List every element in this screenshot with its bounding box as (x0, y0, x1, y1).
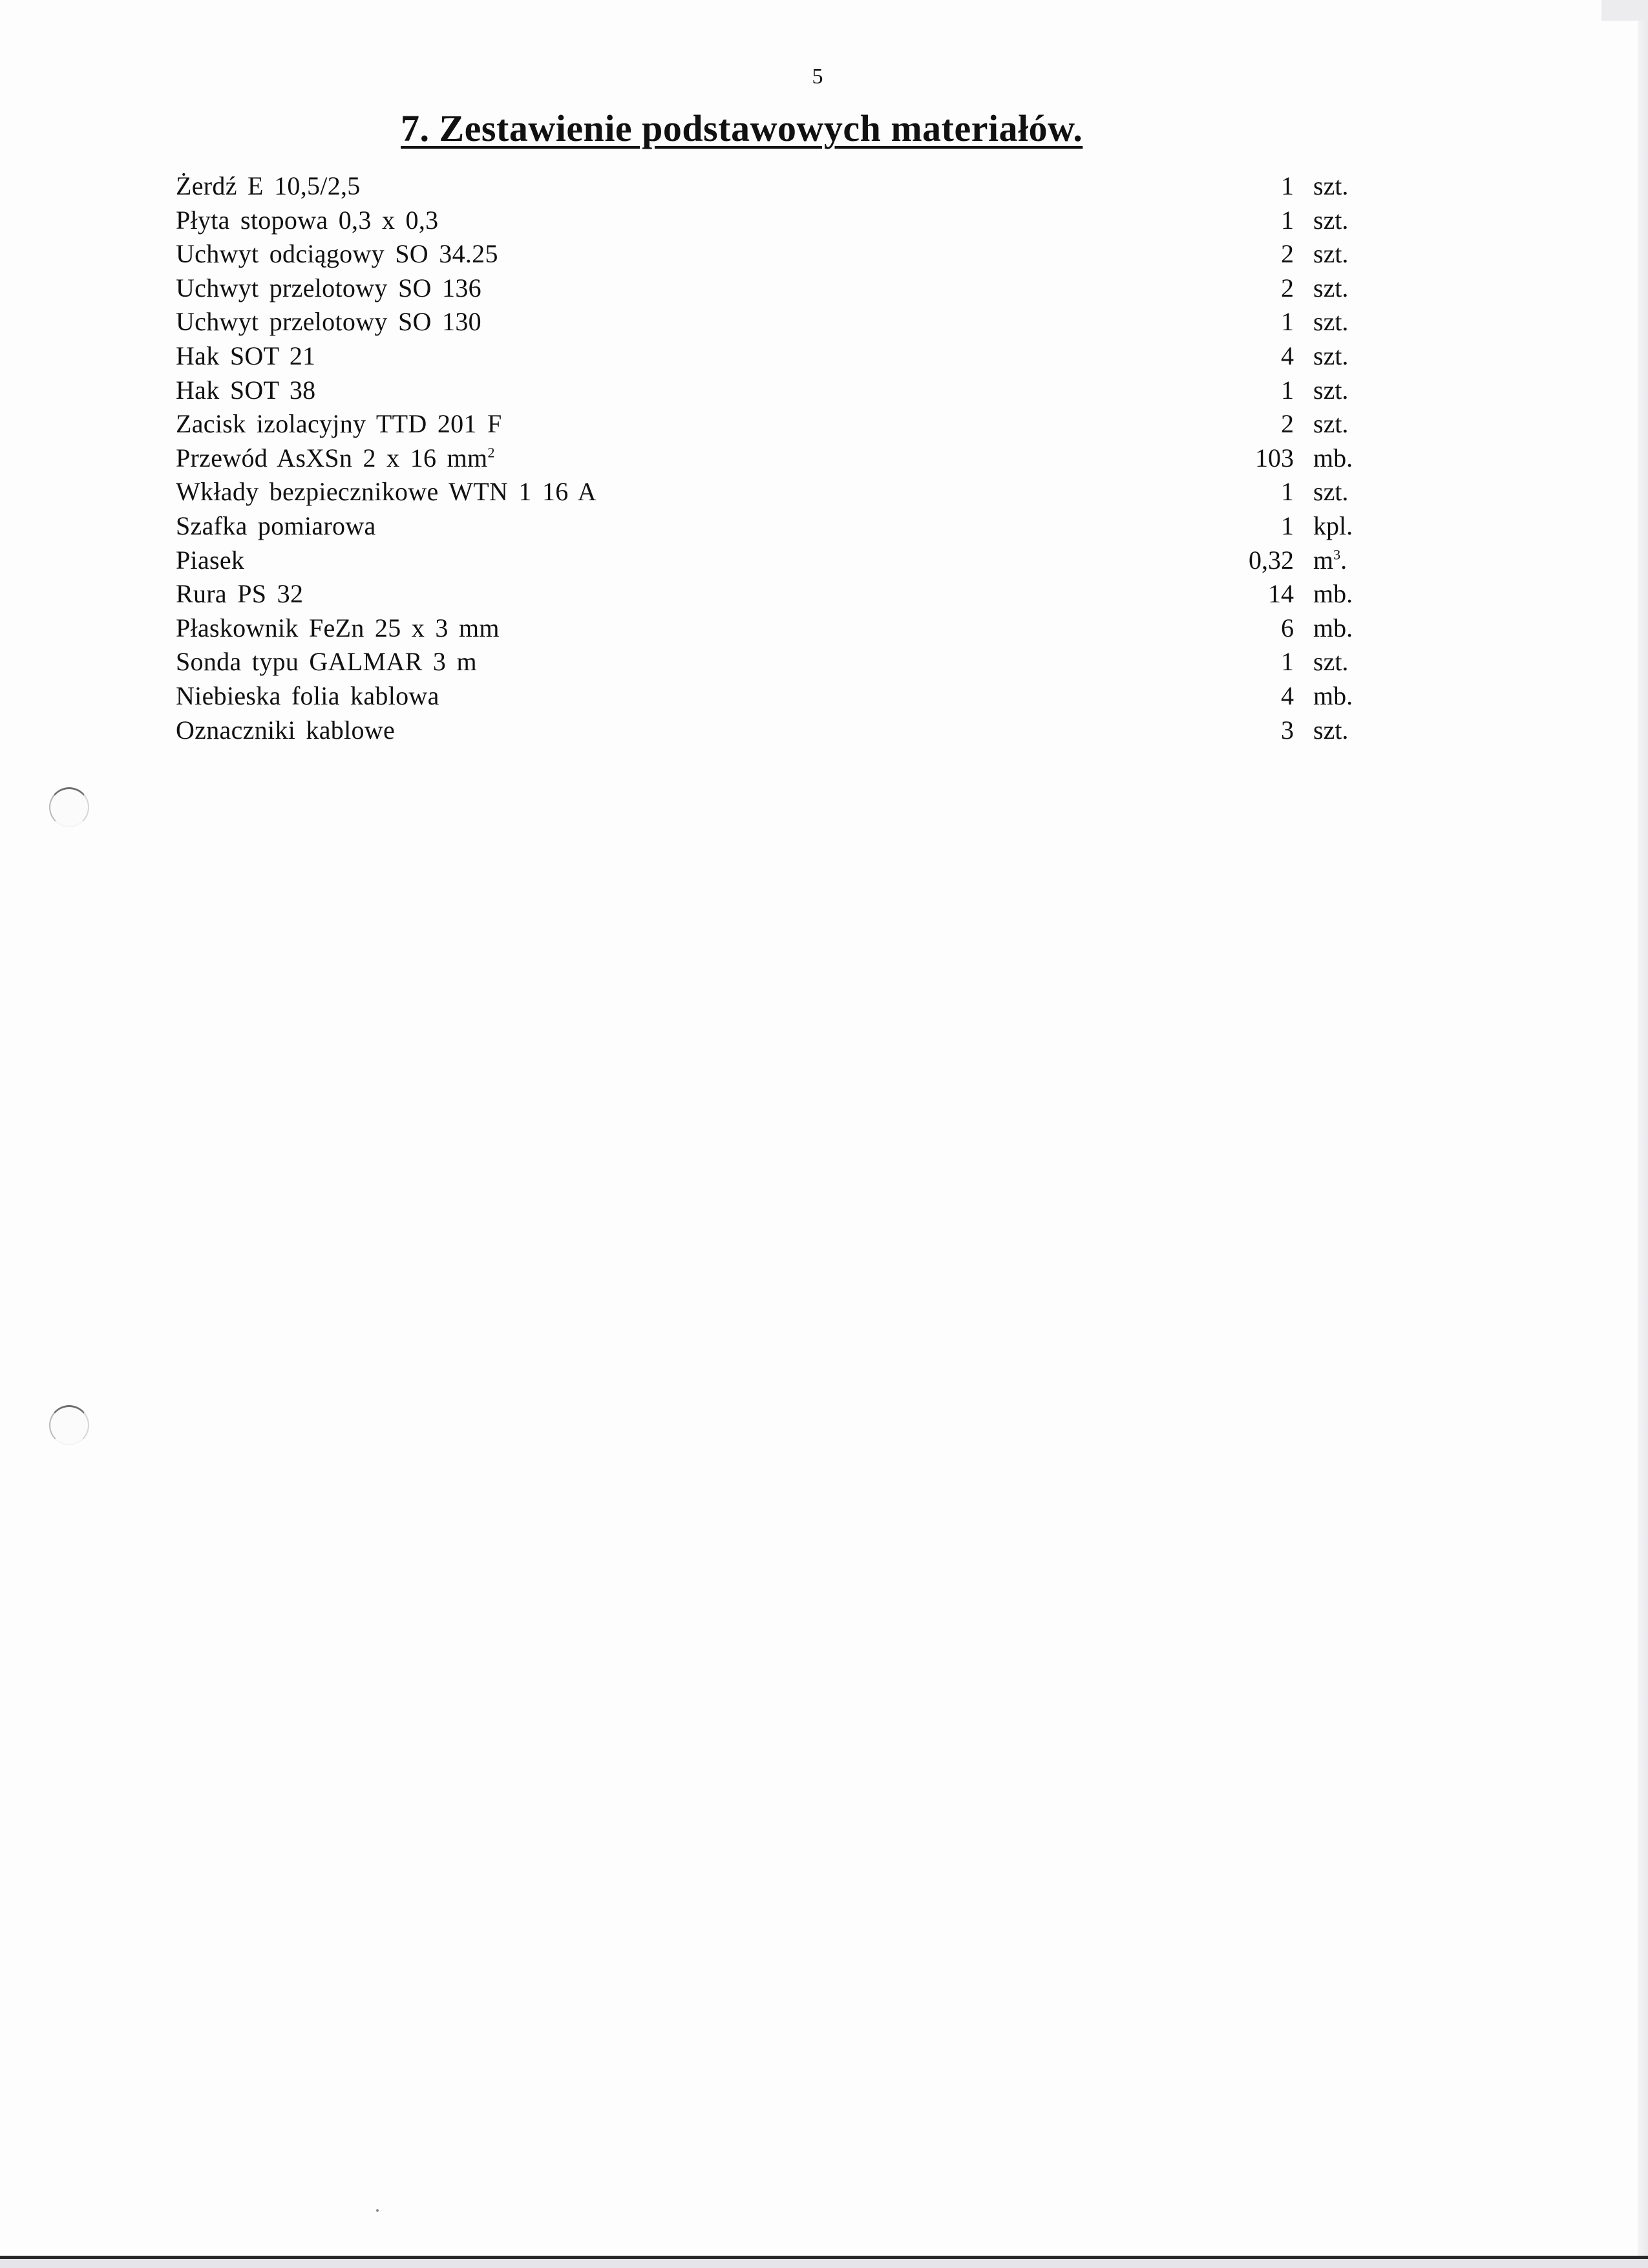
material-unit (1313, 374, 1348, 407)
material-unit-text: mb. (1313, 579, 1353, 609)
material-unit (1313, 611, 1353, 645)
material-quantity: 1 (1281, 171, 1294, 200)
material-quantity: 1 (1281, 205, 1294, 235)
material-unit-text: szt. (1313, 647, 1349, 677)
material-row (176, 339, 1378, 374)
material-name-text: Przewód AsXSn 2 x 16 mm (176, 443, 488, 472)
material-name-text: Żerdź E 10,5/2,5 (176, 171, 361, 200)
material-row (176, 475, 1378, 509)
material-unit (1313, 577, 1353, 611)
material-quantity: 1 (1281, 375, 1294, 405)
material-name-text: Wkłady bezpiecznikowe WTN 1 16 A (176, 477, 597, 507)
material-row (176, 544, 1378, 578)
material-unit-text: szt. (1313, 307, 1349, 337)
material-row (176, 305, 1378, 339)
material-unit-text: szt. (1313, 205, 1349, 235)
scan-bottom-edge (0, 2259, 1648, 2268)
material-unit-text: mb. (1313, 443, 1353, 472)
material-quantity: 103 (1255, 443, 1294, 472)
material-unit-text: m (1313, 545, 1334, 575)
material-unit-text: szt. (1313, 375, 1349, 405)
material-unit-superscript: 3 (1333, 546, 1341, 563)
material-unit (1313, 509, 1353, 543)
material-quantity: 6 (1281, 613, 1294, 642)
scan-right-edge-corner (1601, 0, 1648, 21)
scan-speck (376, 2209, 379, 2212)
material-quantity: 1 (1281, 647, 1294, 677)
material-name-text: Zacisk izolacyjny TTD 201 F (176, 409, 502, 439)
material-unit-text: kpl. (1313, 511, 1353, 540)
material-unit-text: mb. (1313, 681, 1353, 710)
material-unit (1313, 475, 1348, 509)
material-name-text: Hak SOT 21 (176, 341, 316, 370)
material-row (176, 611, 1378, 646)
material-unit-text: szt. (1313, 409, 1349, 439)
scan-right-edge (1638, 0, 1648, 2268)
material-quantity: 0,32 (1249, 545, 1294, 575)
material-unit (1313, 544, 1347, 577)
material-unit (1313, 679, 1353, 713)
material-name-text: Niebieska folia kablowa (176, 681, 439, 710)
material-quantity: 3 (1281, 715, 1294, 745)
material-name-text: Uchwyt przelotowy SO 136 (176, 273, 481, 302)
material-unit (1313, 407, 1348, 441)
material-name-text: Płaskownik FeZn 25 x 3 mm (176, 613, 500, 642)
material-quantity: 2 (1281, 409, 1294, 439)
material-unit (1313, 237, 1348, 271)
material-name-text: Uchwyt przelotowy SO 130 (176, 307, 481, 337)
page-number: 5 (812, 65, 823, 89)
material-name-text: Rura PS 32 (176, 579, 304, 609)
material-unit-text: szt. (1313, 171, 1349, 200)
material-unit-text: szt. (1313, 477, 1349, 507)
material-unit-text: szt. (1313, 273, 1349, 302)
punch-hole-lower (49, 1405, 89, 1445)
material-name-text: Szafka pomiarowa (176, 511, 376, 540)
material-quantity: 14 (1268, 579, 1294, 609)
material-unit-text: mb. (1313, 613, 1353, 642)
material-unit-suffix: . (1340, 545, 1347, 575)
material-row (176, 169, 1378, 204)
material-quantity: 1 (1281, 477, 1294, 507)
material-unit (1313, 645, 1348, 679)
material-row (176, 204, 1378, 238)
material-quantity: 4 (1281, 681, 1294, 710)
material-name-text: Płyta stopowa 0,3 x 0,3 (176, 205, 439, 235)
section-title: 7. Zestawienie podstawowych materiałów. (401, 107, 1083, 149)
material-quantity: 2 (1281, 273, 1294, 302)
material-name-text: Uchwyt odciągowy SO 34.25 (176, 239, 498, 269)
material-name-text: Piasek (176, 545, 245, 575)
material-unit (1313, 339, 1348, 373)
material-unit (1313, 441, 1353, 475)
material-row (176, 577, 1378, 611)
material-quantity: 1 (1281, 307, 1294, 337)
material-row (176, 441, 1378, 476)
material-quantity: 4 (1281, 341, 1294, 370)
material-unit (1313, 714, 1348, 747)
material-name-text: Sonda typu GALMAR 3 m (176, 647, 477, 677)
punch-hole-upper (49, 787, 89, 827)
material-unit (1313, 169, 1348, 203)
material-unit (1313, 271, 1348, 305)
material-name-text: Hak SOT 38 (176, 375, 316, 405)
materials-list (176, 169, 1378, 747)
material-name-text: Oznaczniki kablowe (176, 715, 396, 745)
material-unit-text: szt. (1313, 715, 1349, 745)
material-row (176, 714, 1378, 748)
material-row (176, 237, 1378, 271)
material-row (176, 509, 1378, 544)
material-quantity: 2 (1281, 239, 1294, 269)
material-row (176, 271, 1378, 306)
material-row (176, 679, 1378, 714)
material-row (176, 407, 1378, 441)
material-unit-text: szt. (1313, 341, 1349, 370)
material-unit-text: szt. (1313, 239, 1349, 269)
material-name-superscript: 2 (487, 444, 495, 461)
material-row (176, 645, 1378, 679)
material-unit (1313, 204, 1348, 237)
material-row (176, 374, 1378, 408)
material-quantity: 1 (1281, 511, 1294, 540)
material-unit (1313, 305, 1348, 339)
